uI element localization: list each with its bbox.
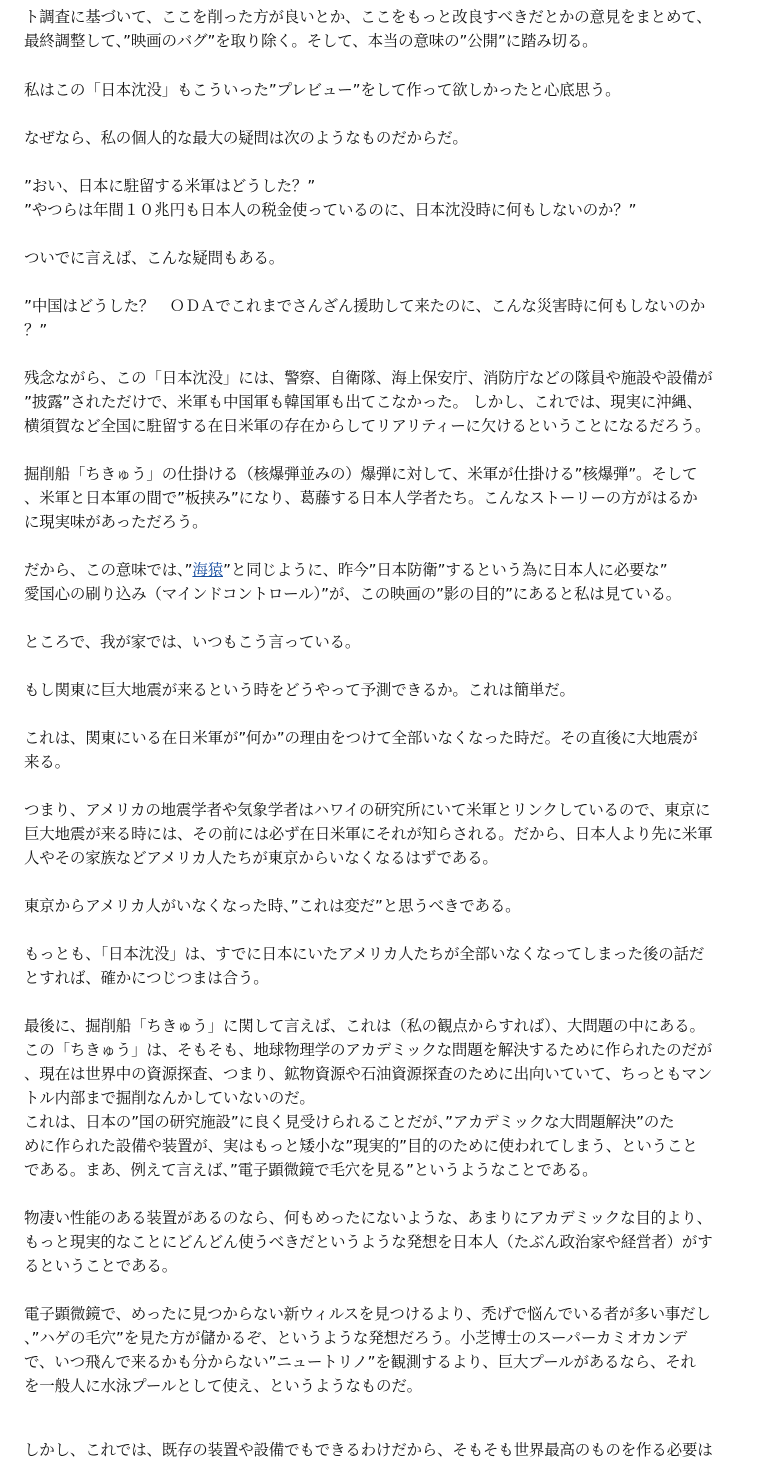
text-line: 、米軍と日本軍の間で”板挟み”になり、葛藤する日本人学者たち。こんなストーリーの方がはるか (24, 489, 698, 507)
text-line: つまり、アメリカの地震学者や気象学者はハワイの研究所にいて米軍とリンクしているので、東京に (24, 801, 711, 819)
text-line: 物凄い性能のある装置があるのなら、何もめったにないような、あまりにアカデミックな目的より、 (24, 1209, 712, 1227)
text-line: もっと現実的なことにどんどん使うべきだというような発想を日本人（たぶん政治家や経営者）がす (24, 1233, 713, 1251)
paragraph (24, 630, 740, 654)
text-line: めに作られた設備や装置が、実はもっと矮小な”現実的”目的のために使われてしまう、ということ (24, 1137, 698, 1155)
paragraph (24, 126, 740, 150)
text-line: るということである。 (24, 1257, 178, 1275)
text-line: もし関東に巨大地震が来るという時をどうやって予測できるか。これは簡単だ。 (24, 681, 575, 699)
paragraph (24, 894, 740, 918)
paragraph (24, 1110, 740, 1182)
text-line: 愛国心の刷り込み（マインドコントロール）”が、この映画の”影の目的”にあると私は見ている。 (24, 585, 682, 603)
text-line: これは、関東にいる在日米軍が”何か”の理由をつけて全部いなくなった時だ。その直後に大地震が (24, 729, 698, 747)
text-line: 最終調整して、”映画のバグ”を取り除く。そして、本当の意味の”公開”に踏み切る。 (24, 32, 598, 50)
text-line: ト調査に基づいて、ここを削った方が良いとか、ここをもっと改良すべきだとかの意見をまとめて、 (24, 8, 712, 26)
text-line: に現実味があっただろう。 (24, 513, 208, 531)
paragraph (24, 366, 740, 438)
text-line: しかし、これでは、既存の装置や設備でもできるわけだから、そもそも世界最高のものを作る必要は (24, 1441, 713, 1459)
paragraph (24, 726, 740, 774)
text-line: 、”ハゲの毛穴”を見た方が儲かるぞ、というような発想だろう。小芝博士のスーパーカミオカンデ (24, 1329, 688, 1347)
text-line: 人やその家族などアメリカ人たちが東京からいなくなるはずである。 (24, 849, 498, 867)
text-line: 最後に、掘削船「ちきゅう」に関して言えば、これは（私の観点からすれば）、大問題の中にある。 (24, 1017, 705, 1035)
text-line: 私はこの「日本沈没」もこういった”プレビュー”をして作って欲しかったと心底思う。 (24, 81, 621, 99)
link-line-after: ”と同じように、昨今”日本防衛”するという為に日本人に必要な” (223, 561, 668, 579)
text-line: である。まあ、例えて言えば、”電子顕微鏡で毛穴を見る”というようなことである。 (24, 1161, 598, 1179)
text-line: トル内部まで掘削なんかしていないのだ。 (24, 1089, 315, 1107)
text-line: ”中国はどうした？ ＯＤＡでこれまでさんざん援助して来たのに、こんな災害時に何もしないのか (24, 297, 706, 315)
paragraph (24, 462, 740, 534)
paragraph (24, 678, 740, 702)
text-line: ついでに言えば、こんな疑問もある。 (24, 249, 285, 267)
text-line: この「ちきゅう」は、そもそも、地球物理学のアカデミックな問題を解決するために作られたのだが (24, 1041, 713, 1059)
paragraph (24, 942, 740, 990)
text-line: 掘削船「ちきゅう」の仕掛ける（核爆弾並みの）爆弾に対して、米軍が仕掛ける”核爆弾”。そして (24, 465, 698, 483)
paragraph (24, 1014, 740, 1110)
paragraph (24, 294, 740, 342)
text-line: 巨大地震が来る時には、その前には必ず在日米軍にそれが知らされる。だから、日本人より先に米軍 (24, 825, 713, 843)
text-line: 来る。 (24, 753, 70, 771)
text-line: なぜなら、私の個人的な最大の疑問は次のようなものだからだ。 (24, 129, 468, 147)
paragraph (24, 78, 740, 102)
paragraph (24, 1206, 740, 1278)
text-line: ”披露”されただけで、米軍も中国軍も韓国軍も出てこなかった。 しかし、これでは、現実に沖縄、 (24, 393, 702, 411)
text-line: ところで、我が家では、いつもこう言っている。 (24, 633, 361, 651)
paragraph (24, 5, 740, 53)
text-line: を一般人に水泳プールとして使え、というようなものだ。 (24, 1377, 422, 1395)
paragraph (24, 1438, 740, 1462)
paragraph (24, 798, 740, 870)
paragraph (24, 246, 740, 270)
umizaru-link[interactable]: 海猿 (192, 561, 223, 579)
text-line (24, 558, 740, 582)
text-line: 、現在は世界中の資源探査、つまり、鉱物資源や石油資源探査のために出向いていて、ちっともマン (24, 1065, 713, 1083)
paragraph (24, 1302, 740, 1398)
text-line: で、いつ飛んで来るかも分からない”ニュートリノ”を観測するより、巨大プールがあるなら、それ (24, 1353, 696, 1371)
link-line-before: だから、この意味では、” (24, 561, 193, 579)
text-line: 東京からアメリカ人がいなくなった時、”これは変だ”と思うべきである。 (24, 897, 521, 915)
text-line: これは、日本の”国の研究施設”に良く見受けられることだが、”アカデミックな大問題解決”のた (24, 1113, 675, 1131)
paragraph-with-link (24, 558, 740, 606)
paragraph (24, 174, 740, 222)
text-line: ？” (24, 321, 48, 339)
text-line: もっとも、「日本沈没」は、すでに日本にいたアメリカ人たちが全部いなくなってしまった後の話だ (24, 945, 705, 963)
text-line: 残念ながら、この「日本沈没」には、警察、自衛隊、海上保安庁、消防庁などの隊員や施設や設備が (24, 369, 713, 387)
text-line: 電子顕微鏡で、めったに見つからない新ウィルスを見つけるより、禿げで悩んでいる者が多い事だし (24, 1305, 711, 1323)
text-line: ”おい、日本に駐留する米軍はどうした？” (24, 177, 316, 195)
text-line: ”やつらは年間１０兆円も日本人の税金使っているのに、日本沈没時に何もしないのか？” (24, 201, 637, 219)
text-line: とすれば、確かにつじつまは合う。 (24, 969, 269, 987)
text-line: 横須賀など全国に駐留する在日米軍の存在からしてリアリティーに欠けるということになるだろう。 (24, 417, 711, 435)
